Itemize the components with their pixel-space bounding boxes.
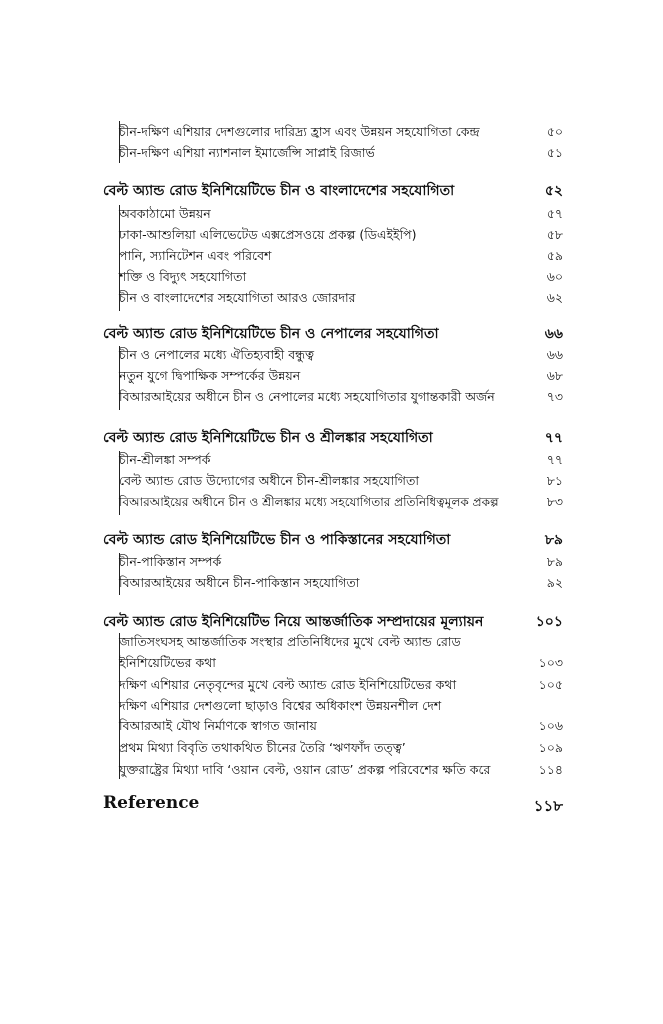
toc-section-page: ৬৬ bbox=[544, 326, 563, 342]
toc-section-page: ৮৯ bbox=[544, 532, 563, 548]
toc-entry-title: চীন-শ্রীলঙ্কা সম্পর্ক bbox=[119, 452, 211, 467]
toc-section-title: বেল্ট অ্যান্ড রোড ইনিশিয়েটিভ নিয়ে আন্তর্জাতিক সম্প্রদায়ের মূল্যায়ন bbox=[103, 614, 484, 630]
toc-section-page: ৫২ bbox=[544, 183, 563, 199]
toc-entry-title: শক্তি ও বিদ্যুৎ সহযোগিতা bbox=[119, 269, 247, 284]
toc-entry-title: নতুন যুগে দ্বিপাক্ষিক সম্পর্কের উন্নয়ন bbox=[119, 368, 301, 383]
toc-entry-page: ৭৩ bbox=[546, 389, 563, 404]
toc-entry-title: চীন ও নেপালের মধ্যে ঐতিহ্যবাহী বন্ধুত্ব bbox=[119, 347, 314, 362]
reference-page: ১১৮ bbox=[533, 797, 563, 815]
toc-entry-page: ৬২ bbox=[546, 290, 563, 305]
toc-entry-title: চীন-দক্ষিণ এশিয়া ন্যাশনাল ইমার্জেন্সি সাপ্লাই রিজার্ভ bbox=[119, 145, 375, 160]
toc-entry-title: প্রথম মিথ্যা বিবৃতি তথাকথিত চীনের তৈরি ‘ঋণফাঁদ তত্ত্ব’ bbox=[119, 740, 406, 755]
toc-entry-page: ৫৯ bbox=[546, 248, 563, 263]
toc-entry-title: চীন-দক্ষিণ এশিয়ার দেশগুলোর দারিদ্র্য হ্রাস এবং উন্নয়ন সহযোগিতা কেন্দ্র bbox=[119, 124, 480, 139]
toc-entry-page: ১০৯ bbox=[538, 740, 563, 755]
toc-entry-page: ৬৬ bbox=[546, 347, 563, 362]
toc-section-page: ৭৭ bbox=[544, 430, 563, 446]
toc-entry-title: বিআরআইয়ের অধীনে চীন-পাকিস্তান সহযোগিতা bbox=[119, 575, 360, 590]
toc-entry-page: ৫৮ bbox=[546, 227, 563, 242]
toc-entry-title: ইনিশিয়েটিভের কথা bbox=[119, 655, 216, 670]
toc-entry-title: বিআরআই যৌথ নির্মাণকে স্বাগত জানায় bbox=[119, 718, 317, 733]
toc-entry-title: চীন-পাকিস্তান সম্পর্ক bbox=[119, 554, 222, 569]
toc-entry-page: ৮৩ bbox=[546, 494, 563, 509]
toc-entry-title: পানি, স্যানিটেশন এবং পরিবেশ bbox=[119, 248, 272, 263]
toc-entry-title: যুক্তরাষ্ট্রের মিথ্যা দাবি ‘ওয়ান বেল্ট, ওয়ান রোড’ প্রকল্প পরিবেশের ক্ষতি করে bbox=[119, 762, 491, 777]
toc-entry-page: ৮১ bbox=[546, 473, 563, 488]
toc-entry-page: ৬০ bbox=[546, 269, 563, 284]
reference-title: Reference bbox=[103, 793, 200, 813]
toc-entry-title: বেল্ট অ্যান্ড রোড উদ্যোগের অধীনে চীন-শ্রীলঙ্কার সহযোগিতা bbox=[119, 473, 420, 488]
toc-entry-title: বিআরআইয়ের অধীনে চীন ও শ্রীলঙ্কার মধ্যে সহযোগিতার প্রতিনিধিত্বমূলক প্রকল্প bbox=[119, 495, 499, 509]
toc-entry-title: চীন ও বাংলাদেশের সহযোগিতা আরও জোরদার bbox=[119, 290, 356, 305]
toc-section-title: বেল্ট অ্যান্ড রোড ইনিশিয়েটিভে চীন ও পাকিস্তানের সহযোগিতা bbox=[103, 532, 451, 548]
toc-entry-title: জাতিসংঘসহ আন্তর্জাতিক সংস্থার প্রতিনিধিদের মুখে বেল্ট অ্যান্ড রোড bbox=[119, 634, 461, 649]
toc-section-title: বেল্ট অ্যান্ড রোড ইনিশিয়েটিভে চীন ও বাংলাদেশের সহযোগিতা bbox=[103, 183, 455, 199]
toc-entry-page: ১০৩ bbox=[538, 655, 563, 670]
toc-entry-title: দক্ষিণ এশিয়ার দেশগুলো ছাড়াও বিশ্বের অধিকাংশ উন্নয়নশীল দেশ bbox=[119, 698, 442, 713]
toc-entry-title: অবকাঠামো উন্নয়ন bbox=[119, 206, 211, 221]
toc-entry-page: ১১৪ bbox=[538, 762, 563, 777]
toc-entry-page: ৭৭ bbox=[546, 452, 563, 467]
toc-entry-page: ৯২ bbox=[546, 575, 563, 590]
toc-entry-page: ৫১ bbox=[546, 145, 563, 160]
toc-entry-page: ৫০ bbox=[546, 124, 563, 139]
toc-entry-title: দক্ষিণ এশিয়ার নেতৃবৃন্দের মুখে বেল্ট অ্যান্ড রোড ইনিশিয়েটিভের কথা bbox=[119, 677, 457, 692]
toc-entry-page: ১০৫ bbox=[538, 677, 563, 692]
toc-entry-page: ৮৯ bbox=[546, 554, 563, 569]
toc-entry-title: বিআরআইয়ের অধীনে চীন ও নেপালের মধ্যে সহযোগিতার যুগান্তকারী অর্জন bbox=[119, 389, 495, 404]
toc-entry-page: ৬৮ bbox=[546, 368, 563, 383]
toc-entry-title: ঢাকা-আশুলিয়া এলিভেটেড এক্সপ্রেসওয়ে প্রকল্প (ডিএইইপি) bbox=[119, 227, 417, 242]
toc-section-title: বেল্ট অ্যান্ড রোড ইনিশিয়েটিভে চীন ও শ্রীলঙ্কার সহযোগিতা bbox=[103, 430, 433, 446]
toc-entry-page: ১০৬ bbox=[538, 718, 563, 733]
toc-section-page: ১০১ bbox=[535, 614, 563, 630]
toc-entry-page: ৫৭ bbox=[546, 206, 563, 221]
toc-section-title: বেল্ট অ্যান্ড রোড ইনিশিয়েটিভে চীন ও নেপালের সহযোগিতা bbox=[103, 326, 439, 342]
